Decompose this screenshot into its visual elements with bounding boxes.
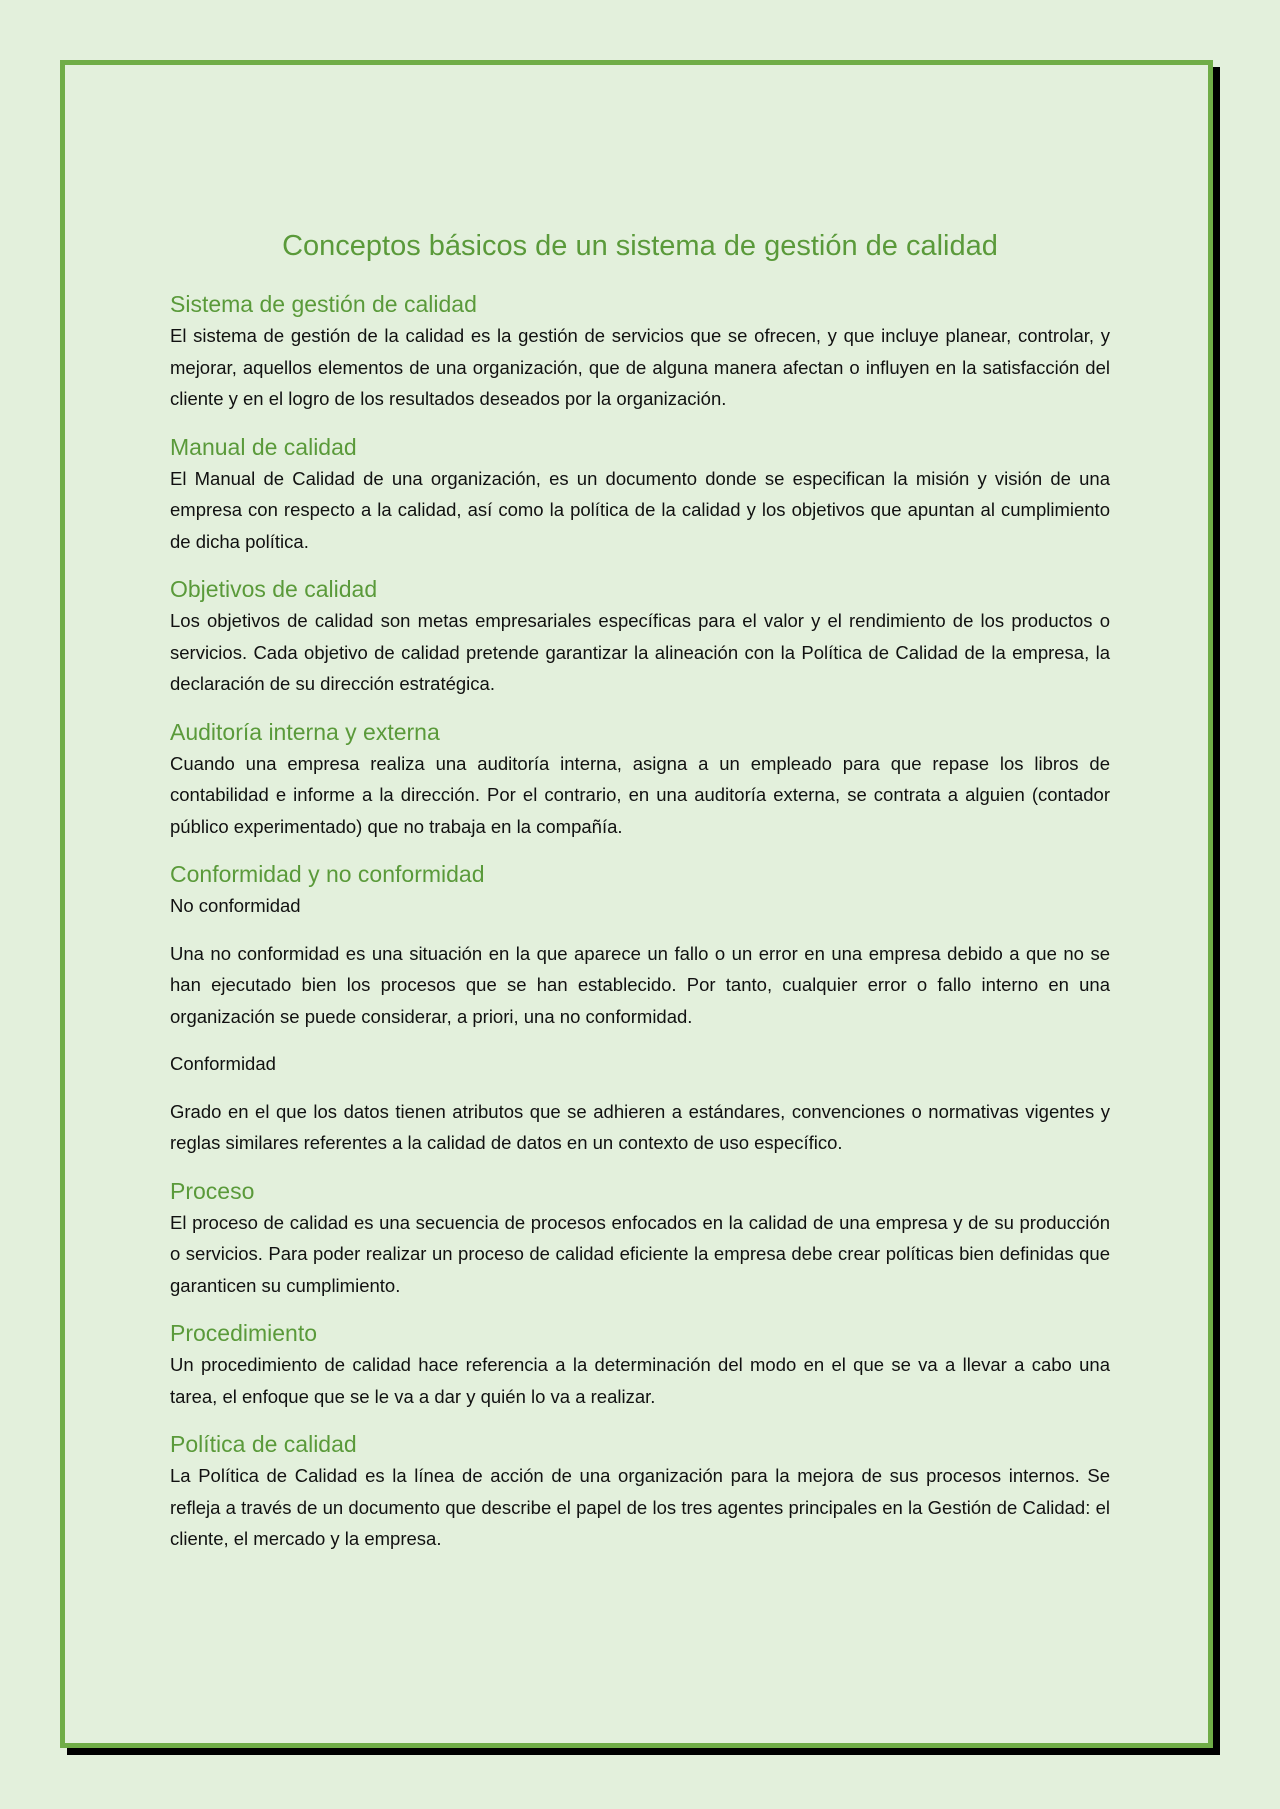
section-proceso — [170, 1175, 1110, 1302]
section-paragraph: Una no conformidad es una situación en la que aparece un fallo o un error en una empresa debido a que no se han ejecutado bien los procesos que se han establecido. Por tanto, cualquier error o fallo interno en una organización se puede considerar, a priori, una no conformidad. — [170, 942, 1110, 1027]
section-paragraph: El Manual de Calidad de una organización, es un documento donde se especifican la misión y visión de una empresa con respecto a la calidad, así como la política de la calidad y los objetivos que apuntan al cumplimiento de dicha política. — [170, 467, 1110, 552]
document-content — [170, 226, 1110, 1571]
section-heading: Conformidad y no conformidad — [170, 861, 485, 887]
section-paragraph: La Política de Calidad es la línea de acción de una organización para la mejora de sus procesos internos. Se refleja a través de un documento que describe el papel de los tres agentes principales en la Gestión de Calidad: el cliente, el mercado y la empresa. — [170, 1465, 1110, 1549]
section-auditoria — [170, 716, 1110, 843]
section-heading: Proceso — [170, 1177, 255, 1204]
section-heading: Procedimiento — [170, 1320, 318, 1346]
section-manual-calidad — [170, 431, 1110, 558]
section-conformidad — [170, 858, 1110, 1159]
section-politica-calidad — [170, 1428, 1110, 1555]
section-heading: Auditoría interna y externa — [170, 718, 440, 745]
document-title: Conceptos básicos de un sistema de gestión de calidad — [282, 230, 998, 262]
section-heading: Sistema de gestión de calidad — [170, 291, 477, 317]
section-paragraph: Cuando una empresa realiza una auditoría interna, asigna a un empleado para que repase los libros de contabilidad e informe a la dirección. Por el contrario, en una auditoría externa, se contrata a alguien (contador público experimentado) que no trabaja en la compañía. — [170, 752, 1110, 837]
section-heading: Política de calidad — [170, 1431, 357, 1457]
section-heading: Manual de calidad — [170, 433, 357, 460]
section-procedimiento — [170, 1317, 1110, 1412]
section-paragraph: El sistema de gestión de la calidad es la gestión de servicios que se ofrecen, y que incluye planear, controlar, y mejorar, aquellos elementos de una organización, que de alguna manera afectan o influyen en la satisfacción del cliente y en el logro de los resultados deseados por la organización. — [170, 325, 1110, 409]
subheading-conformidad: Conformidad — [170, 1053, 276, 1074]
section-paragraph: Un procedimiento de calidad hace referencia a la determinación del modo en el que se va a llevar a cabo una tarea, el enfoque que se le va a dar y quién lo va a realizar. — [170, 1354, 1110, 1407]
section-objetivos-calidad — [170, 573, 1110, 700]
section-paragraph: Los objetivos de calidad son metas empresariales específicas para el valor y el rendimiento de los productos o servicios. Cada objetivo de calidad pretende garantizar la alineación con la Política de Calidad de la empresa, la declaración de su dirección estratégica. — [170, 610, 1110, 694]
section-sistema-gestion — [170, 288, 1110, 415]
section-paragraph: El proceso de calidad es una secuencia de procesos enfocados en la calidad de una empresa y de su producción o servicios. Para poder realizar un proceso de calidad eficiente la empresa debe crear políticas bien definidas que garanticen su cumplimiento. — [170, 1211, 1110, 1296]
subheading-no-conformidad: No conformidad — [170, 895, 301, 916]
section-heading: Objetivos de calidad — [170, 576, 378, 602]
section-paragraph: Grado en el que los datos tienen atributos que se adhieren a estándares, convenciones o normativas vigentes y reglas similares referentes a la calidad de datos en un contexto de uso específico. — [170, 1100, 1110, 1153]
